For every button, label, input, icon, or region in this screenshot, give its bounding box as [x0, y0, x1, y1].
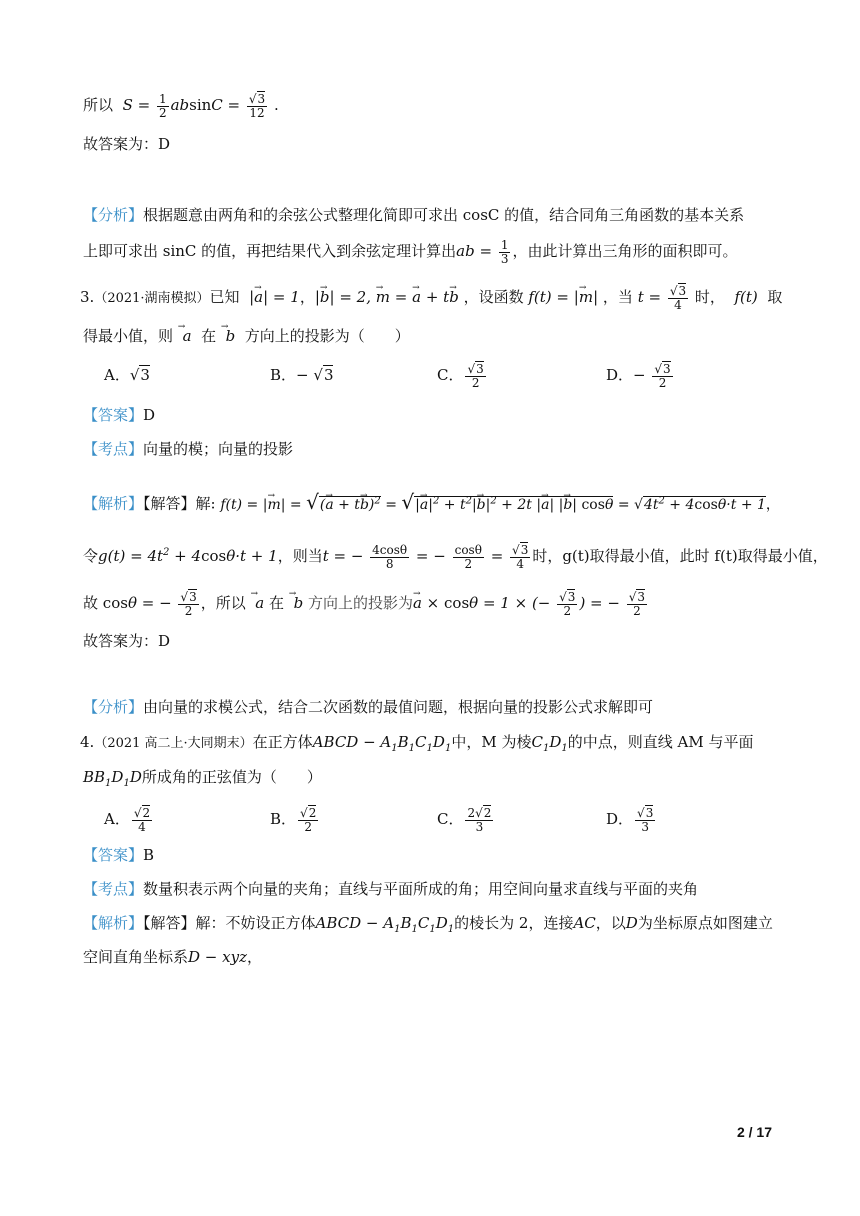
stem-text: 方向上的投影为（ ） [244, 327, 410, 345]
kaodian-tag: 【考点】 [83, 440, 144, 458]
vec-a: → a [178, 323, 196, 349]
solution-text: 令 [83, 547, 99, 565]
option-letter: D． [606, 810, 634, 828]
t-min: t = − $\frac{4\cos\theta}{8}$ = − $\frac{\cos\theta}{2}$ = $\frac{√3}{4}$ [322, 542, 529, 571]
g-def: $g(t) = 4t^2 + 4\cos\theta\cdot t + 1$ [98, 547, 278, 565]
answer-value: D [143, 406, 156, 424]
q4-option-a [104, 806, 154, 834]
ab-formula: ab = $\frac{1}{3}$ [456, 237, 509, 266]
solution-text: 为坐标原点如图建立 [637, 914, 773, 932]
option-letter: B． [270, 366, 297, 384]
question-number: 3. [80, 288, 95, 306]
q4-answer [83, 842, 154, 868]
option-value: $\frac{√3}{3}$ [637, 805, 654, 834]
q3-solution-line3 [83, 590, 649, 618]
edge-name: $C_1D_1$ [531, 733, 568, 754]
stem-text: 时， [694, 288, 725, 306]
q3-stem-line1 [80, 284, 782, 312]
stem-text: 的中点，则直线 AM 与平面 [567, 733, 754, 751]
q3-kaodian [83, 436, 293, 462]
solution-text: ，所以 [200, 594, 246, 612]
segment-ac: AC [573, 914, 596, 932]
so-prefix: 所以 [83, 96, 114, 114]
answer-tag: 【答案】 [83, 846, 144, 864]
q4-solution-line2 [83, 944, 262, 970]
q4-solution-line1 [83, 910, 773, 943]
q3-answer [83, 402, 155, 428]
q2-area-line [83, 92, 279, 120]
q3-analysis [83, 694, 653, 720]
stem-text: 所成角的正弦值为（ ） [141, 768, 322, 786]
analysis-text: 由向量的求模公式，结合二次函数的最值问题，根据向量的投影公式求解即可 [143, 698, 654, 716]
point-d: D [625, 914, 638, 932]
q3-option-d: D．− $\frac{√3}{2}$ [606, 361, 671, 390]
question-number: 4. [80, 733, 95, 751]
jiexi-tag: 【解析】 [83, 914, 144, 932]
given-formula: |→ a| = 1，|→ b| = 2, → m = → a + t→ b [244, 288, 458, 306]
answer-tag: 【答案】 [83, 406, 144, 424]
t-value: t = $\frac{√3}{4}$ [637, 283, 687, 312]
q2-answer-line: 故答案为：D [83, 135, 171, 153]
stem-text: 已知 [209, 288, 240, 306]
cos-value: cosθ = − $\frac{√3}{2}$ [102, 589, 197, 618]
solution-text: 在 [269, 594, 285, 612]
analysis-text: ，由此计算出三角形的面积即可。 [512, 242, 738, 260]
solution-text: 的棱长为 2，连接 [454, 914, 574, 932]
f-t: f(t) [729, 288, 763, 306]
kaodian-text: 向量的模；向量的投影 [143, 440, 294, 458]
cube-name: ABCD − $A_1B_1C_1D_1$ [315, 914, 455, 935]
stem-text: 取 [767, 288, 783, 306]
option-value: $\frac{√3}{2}$ [467, 361, 484, 390]
solution-text: 时，g(t)取得最小值，此时 f(t)取得最小值， [532, 547, 828, 565]
q2-analysis-line1 [83, 202, 744, 228]
kaodian-text: 数量积表示两个向量的夹角；直线与平面所成的角；用空间向量求直线与平面的夹角 [143, 880, 699, 898]
analysis-text: 上即可求出 sinC 的值，再把结果代入到余弦定理计算出 [83, 242, 457, 260]
jieda-label: 【解答】解: [143, 494, 216, 513]
stem-text: 在 [201, 327, 217, 345]
q3-solution-line2 [83, 540, 828, 571]
option-value: $\frac{√3}{2}$ [654, 361, 671, 390]
solution-text: 空间直角坐标系 [83, 948, 189, 966]
analysis-tag: 【分析】 [83, 698, 144, 716]
option-letter: A． [104, 366, 130, 384]
solution-formula: f(t) = |→ m| = √(→ a + t→ b)$^2$ = √|→ $a|^2 + t^2|\to b|^2 + 2t$ |→ a| |→ b| $\cos\theta = √4t^2 + 4\cos\theta\cdot t + 1$， [220, 497, 780, 513]
option-letter: D． [606, 366, 634, 384]
stem-text: 在正方体 [252, 733, 313, 751]
option-value: $\frac{2√2}{3}$ [467, 805, 492, 834]
vec-b: → b [221, 323, 240, 349]
solution-text: 故 [83, 594, 99, 612]
vec-b: → b [289, 590, 308, 616]
option-value: $\frac{√2}{4}$ [133, 805, 151, 834]
question-source: （2021 高二上·大同期末） [94, 736, 253, 751]
coordinate-system: D − xyz [188, 948, 247, 966]
page-number: 2 / 17 [736, 1124, 772, 1140]
q4-option-b [270, 806, 320, 834]
option-value: − √3 [296, 366, 334, 384]
q4-option-d [606, 806, 657, 834]
q4-stem-line1 [80, 729, 753, 762]
option-letter: C． [437, 366, 464, 384]
analysis-tag: 【分析】 [83, 206, 144, 224]
q2-analysis-line2 [83, 238, 737, 266]
solution-text: ， [246, 948, 262, 966]
stem-text: ，设函数 [463, 288, 524, 306]
stem-text: 中，M 为棱 [451, 733, 532, 751]
q3-stem-line2 [83, 323, 410, 349]
solution-text: ，以 [595, 914, 626, 932]
jiexi-tag: 【解析】 [83, 494, 144, 513]
cube-name: ABCD − $A_1B_1C_1D_1$ [312, 733, 452, 754]
projection-formula: → a × cosθ = 1 × (− $\frac{√3}{2}$ ) = − $\frac{√3}{2}$ [413, 594, 649, 612]
stem-text: 得最小值，则 [83, 327, 174, 345]
q3-option-b [270, 362, 333, 388]
solution-text: 方向上的投影为 [307, 594, 413, 612]
vec-a: → a [251, 590, 269, 616]
analysis-text: 根据题意由两角和的余弦公式整理化简即可求出 cosC 的值，结合同角三角函数的基本关系 [143, 206, 745, 224]
question-source: （2021·湖南模拟） [94, 291, 210, 306]
kaodian-tag: 【考点】 [83, 880, 144, 898]
area-formula: S = $\frac{1}{2}$ absinC = $\frac{√3}{12}$ . [117, 91, 279, 120]
q4-option-c [437, 806, 495, 834]
f-def: f(t) = |→ m| [528, 288, 598, 306]
solution-text: ，则当 [277, 547, 323, 565]
q3-answer-line: 故答案为：D [83, 632, 171, 650]
answer-value: B [143, 846, 155, 864]
option-value: √3 [129, 366, 150, 384]
q3-option-a [104, 362, 150, 388]
solution-text: 【解答】解：不妨设正方体 [143, 914, 316, 932]
q3-option-c [437, 362, 488, 390]
stem-text: ，当 [602, 288, 633, 306]
q4-kaodian [83, 876, 698, 902]
option-letter: C． [437, 810, 464, 828]
option-letter: A． [104, 810, 130, 828]
option-value: $\frac{√2}{2}$ [300, 805, 317, 834]
option-letter: B． [270, 810, 297, 828]
q4-stem-line2 [83, 764, 322, 797]
q3-solution-line1 [83, 488, 780, 518]
plane-name: $BB_1D_1D$ [83, 768, 142, 789]
